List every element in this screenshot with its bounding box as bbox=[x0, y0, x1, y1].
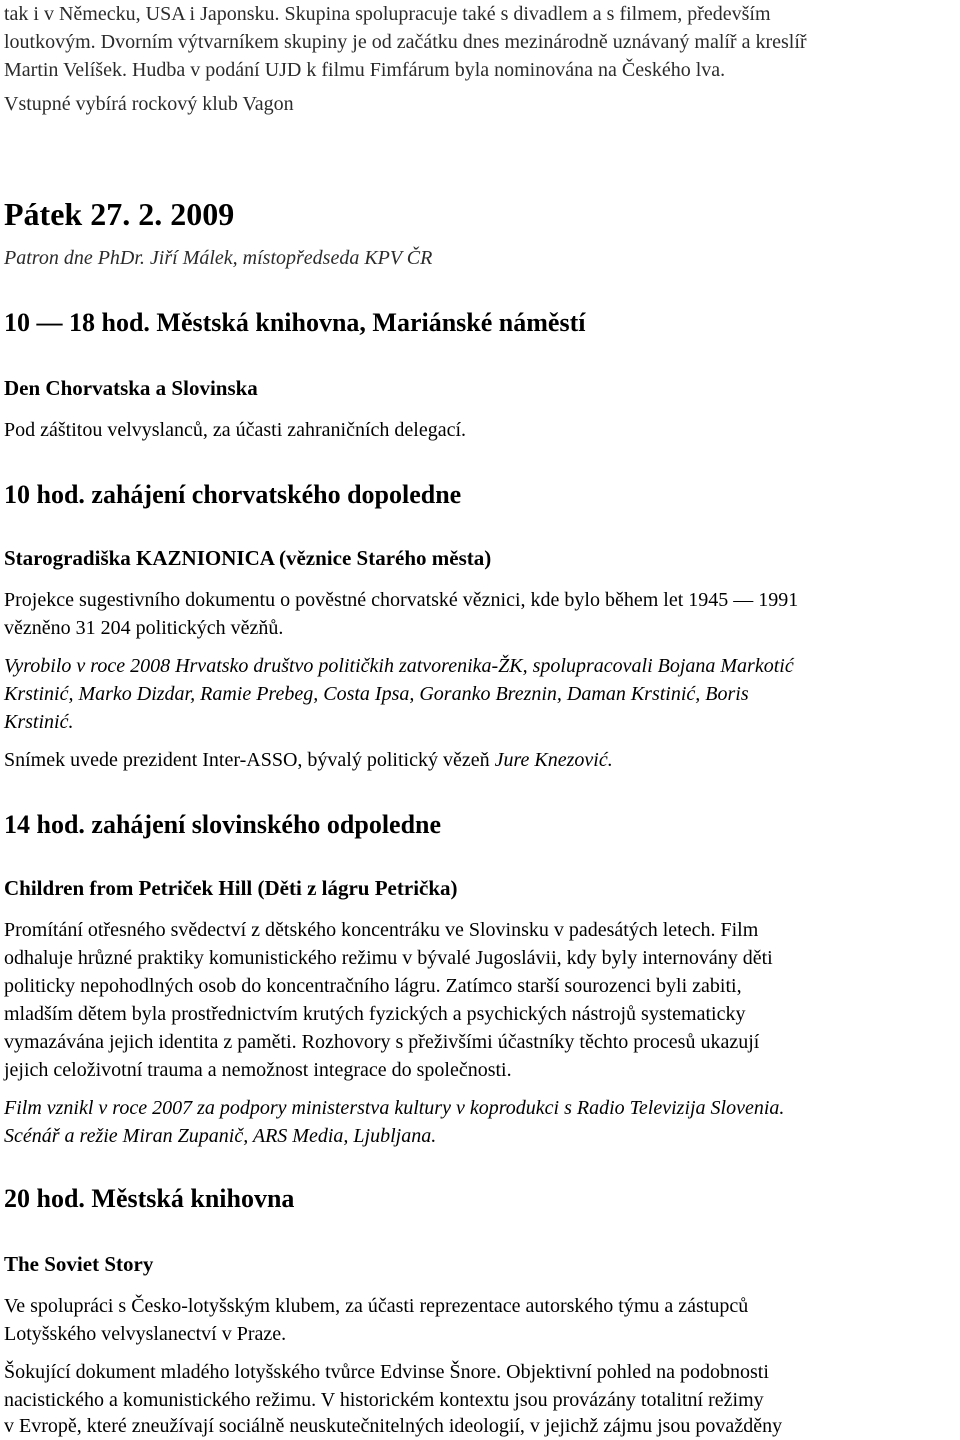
block1-subheading: Den Chorvatska a Slovinska bbox=[4, 376, 258, 400]
block4-desc2-line: Šokující dokument mladého lotyšského tvůrce Edvinse Šnore. Objektivní pohled na podobnosti bbox=[4, 1361, 769, 1383]
block3-desc-line: odhaluje hrůzné praktiky komunistického režimu v bývalé Jugoslávii, kdy byly internovány děti bbox=[4, 947, 773, 969]
block4-desc2-line: nacistického a komunistického režimu. V historickém kontextu jsou provázány totalitní režimy bbox=[4, 1389, 764, 1411]
block3-heading: 14 hod. zahájení slovinského odpoledne bbox=[4, 810, 442, 839]
block4-heading: 20 hod. Městská knihovna bbox=[4, 1184, 295, 1213]
block4-film-title: The Soviet Story bbox=[4, 1252, 154, 1276]
block3-credits-line: Film vznikl v roce 2007 za podpory ministerstva kultury v koprodukci s Radio Televizija Slovenia. bbox=[4, 1097, 785, 1119]
intro-line: tak i v Německu, USA i Japonsku. Skupina spolupracuje také s divadlem a s filmem, především bbox=[4, 3, 771, 25]
block2-heading: 10 hod. zahájení chorvatského dopoledne bbox=[4, 480, 462, 509]
block2-credits-line: Vyrobilo v roce 2008 Hrvatsko društvo političkih zatvorenika-ŽK, spolupracovali Bojana Markotić bbox=[4, 655, 794, 677]
intro-line: loutkovým. Dvorním výtvarníkem skupiny je od začátku dnes mezinárodně uznávaný malíř a kreslíř bbox=[4, 31, 807, 53]
block3-desc-line: Promítání otřesného svědectví z dětského koncentráku ve Slovinsku v padesátých letech. Film bbox=[4, 919, 759, 941]
admission-note: Vstupné vybírá rockový klub Vagon bbox=[4, 93, 294, 115]
block4-desc-line: Lotyšského velvyslanectví v Praze. bbox=[4, 1323, 287, 1345]
day-patron: Patron dne PhDr. Jiří Málek, místopředseda KPV ČR bbox=[4, 247, 433, 269]
block3-desc-line: politicky nepohodlných osob do koncentračního lágru. Zatímco starší sourozenci byli zabiti, bbox=[4, 975, 742, 997]
block2-credits-line: Krstinić. bbox=[4, 711, 74, 733]
block1-text: Pod záštitou velvyslanců, za účasti zahraničních delegací. bbox=[4, 419, 467, 441]
block2-intro-text: Snímek uvede prezident Inter-ASSO, bývalý politický vězeň bbox=[4, 749, 495, 771]
block2-credits-line: Krstinić, Marko Dizdar, Ramie Prebeg, Costa Ipsa, Goranko Breznin, Daman Krstinić, Boris bbox=[4, 683, 749, 705]
intro-line: Martin Velíšek. Hudba v podání UJD k filmu Fimfárum byla nominována na Českého lva. bbox=[4, 59, 726, 81]
block3-credits-line: Scénář a režie Miran Zupanič, ARS Media, Ljubljana. bbox=[4, 1125, 437, 1147]
block3-film-title: Children from Petriček Hill (Děti z lágru Petrička) bbox=[4, 876, 458, 900]
block3-desc-line: vymazávána jejich identita z paměti. Rozhovory s přeživšími účastníky těchto procesů ukazují bbox=[4, 1031, 760, 1053]
block4-desc2-line: v Evropě, které zneužívají sociálně neuskutečnitelných ideologií, v jejichž zájmu jsou považděny bbox=[4, 1415, 783, 1437]
block2-intro-name: Jure Knezović. bbox=[494, 749, 613, 771]
block1-heading: 10 — 18 hod. Městská knihovna, Mariánské náměstí bbox=[4, 308, 586, 337]
block2-desc-line: Projekce sugestivního dokumentu o pověstné chorvatské věznici, kde bylo během let 1945 — 1991 bbox=[4, 589, 799, 611]
block2-desc-line: vězněno 31 204 politických vězňů. bbox=[4, 617, 284, 639]
block3-desc-line: jejich celoživotní trauma a nemožnost integrace do společnosti. bbox=[4, 1059, 512, 1081]
block2-intro-line bbox=[4, 746, 613, 774]
block2-film-title: Starogradiška KAZNIONICA (věznice Starého města) bbox=[4, 546, 492, 570]
day-title: Pátek 27. 2. 2009 bbox=[4, 196, 235, 232]
block3-desc-line: mladším dětem byla prostřednictvím krutých fyzických a psychických nástrojů systematicky bbox=[4, 1003, 746, 1025]
block4-desc-line: Ve spolupráci s Česko-lotyšským klubem, za účasti reprezentace autorského týmu a zástupců bbox=[4, 1295, 749, 1317]
